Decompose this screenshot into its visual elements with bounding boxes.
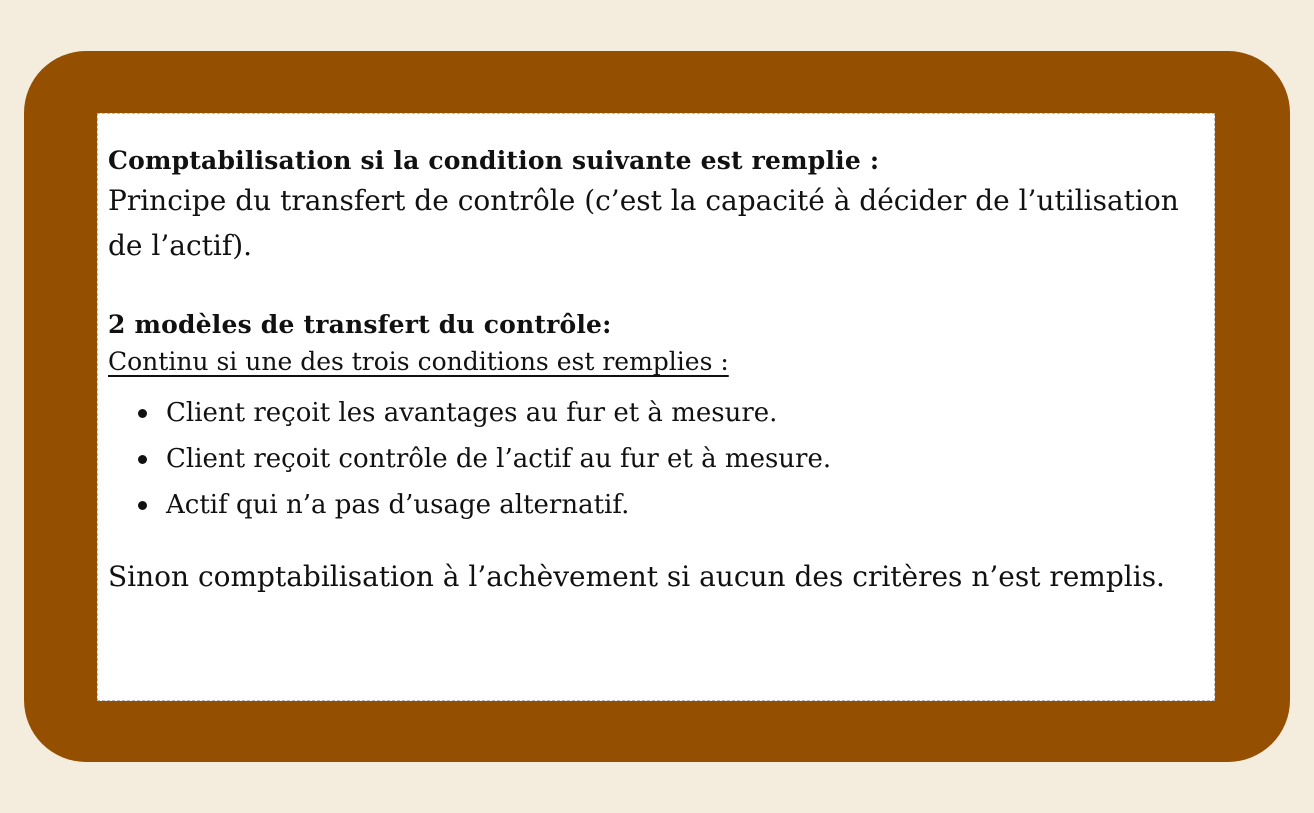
section2-subtitle: Continu si une des trois conditions est remplies : [108, 347, 729, 376]
section2-heading: 2 modèles de transfert du contrôle: [108, 310, 612, 339]
section1-heading: Comptabilisation si la condition suivante est remplie : [108, 146, 880, 175]
bullet-icon [138, 409, 147, 418]
list-item-text: Client reçoit contrôle de l’actif au fur et à mesure. [166, 444, 832, 474]
list-item-text: Client reçoit les avantages au fur et à mesure. [166, 398, 778, 428]
list-item-text: Actif qui n’a pas d’usage alternatif. [166, 490, 630, 520]
list-item [138, 482, 1204, 528]
bullet-icon [138, 455, 147, 464]
bullet-icon [138, 501, 147, 510]
section1-body: Principe du transfert de contrôle (c’est la capacité à décider de l’utilisation de l’actif). [108, 184, 1179, 262]
list-item [138, 390, 1204, 436]
content-card [97, 113, 1215, 701]
conditions-list [108, 390, 1204, 528]
conclusion-text: Sinon comptabilisation à l’achèvement si aucun des critères n’est remplis. [108, 560, 1165, 593]
list-item [138, 436, 1204, 482]
